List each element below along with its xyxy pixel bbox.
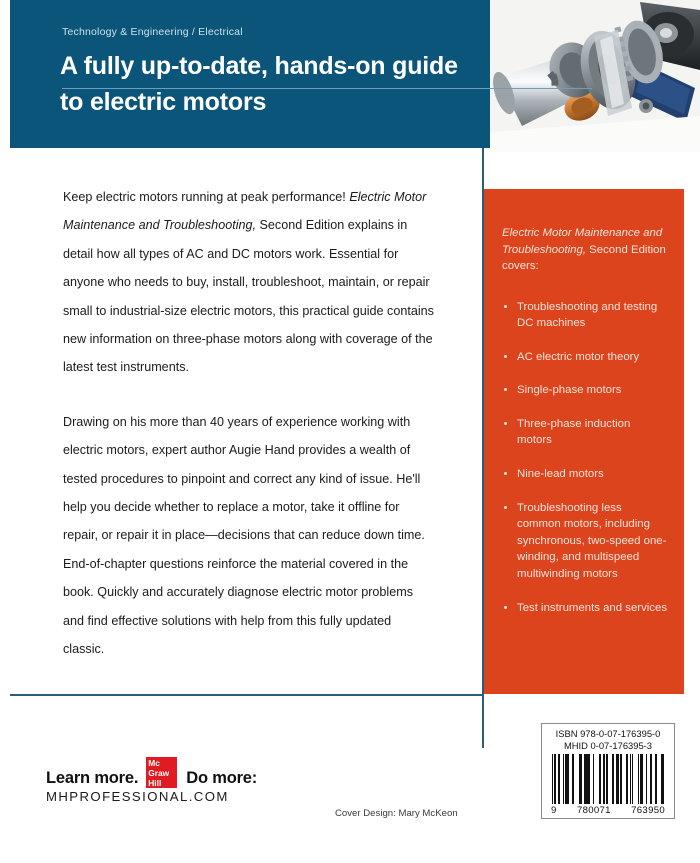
page-title bbox=[60, 48, 490, 120]
covers-panel-heading-rest: Second Edition covers: bbox=[502, 243, 666, 272]
ean-left-digits: 780071 bbox=[576, 805, 611, 816]
vertical-divider bbox=[482, 148, 484, 748]
list-item: Troubleshooting less common motors, including synchronous, two-speed one-winding, and multispeed multiwinding motors bbox=[502, 500, 668, 583]
list-item: Single-phase motors bbox=[502, 382, 668, 399]
paragraph1-post: Second Edition explains in detail how all types of AC and DC motors work. Essential for anyone who needs to buy, install, troubleshoot, maintain, or repair small to industrial-size electric motors, this practical guide contains new information on three-phase motors along with coverage of the latest test instruments. bbox=[63, 218, 434, 375]
publisher-url: MHPROFESSIONAL.COM bbox=[46, 789, 229, 804]
list-item: Three-phase induction motors bbox=[502, 416, 668, 449]
horizontal-divider bbox=[10, 694, 484, 696]
barcode-bars bbox=[552, 754, 664, 804]
covers-panel-heading-title: Electric Motor Maintenance and Troubleshooting, bbox=[502, 227, 663, 256]
category-kicker: Technology & Engineering / Electrical bbox=[62, 26, 243, 38]
learn-more-text: Learn more. bbox=[46, 769, 139, 787]
description-paragraph-2: Drawing on his more than 40 years of experience working with electric motors, expert author Augie Hand provides a wealth of tested procedures to pinpoint and correct any kind of issue. He'll help you decide whether to replace a motor, take it offline for repair, or repair it in place—decisions that can reduce down time. End-of-chapter questions reinforce the material covered in the book. Quickly and accurately diagnose electric motor problems and find effective solutions with help from this fully updated classic. bbox=[63, 414, 425, 657]
mcgraw-hill-logo bbox=[146, 757, 177, 788]
page-title-line1: A fully up-to-date, hands-on guide bbox=[60, 52, 458, 80]
logo-line-3: Hill bbox=[148, 778, 162, 788]
page-title-line2: to electric motors bbox=[60, 88, 267, 116]
list-item: Nine-lead motors bbox=[502, 466, 668, 483]
logo-line-1: Mc bbox=[148, 758, 160, 768]
mhid-text: MHID 0-07-176395-3 bbox=[563, 739, 653, 751]
do-more-text: Do more: bbox=[186, 769, 258, 787]
motor-photo bbox=[490, 0, 700, 152]
isbn-text: ISBN 978-0-07-176395-0 bbox=[555, 728, 661, 739]
covers-panel bbox=[484, 189, 684, 694]
paragraph1-pre: Keep electric motors running at peak performance! bbox=[63, 190, 350, 204]
ean-digits bbox=[551, 805, 665, 816]
covers-list bbox=[502, 299, 668, 617]
motor-photo-illustration bbox=[490, 0, 700, 152]
ean-right-digits: 763950 bbox=[631, 805, 665, 816]
list-item: Test instruments and services bbox=[502, 600, 668, 617]
logo-line-2: Graw bbox=[148, 768, 170, 778]
list-item: AC electric motor theory bbox=[502, 349, 668, 366]
list-item: Troubleshooting and testing DC machines bbox=[502, 299, 668, 332]
description-text bbox=[63, 183, 435, 690]
ean-prefix-digit: 9 bbox=[551, 805, 557, 816]
description-paragraph-1 bbox=[63, 183, 435, 382]
isbn-barcode bbox=[541, 723, 675, 819]
covers-panel-heading bbox=[502, 225, 668, 275]
book-title-italic: Electric Motor Maintenance and Troubleshooting, bbox=[63, 190, 427, 233]
cover-design-credit: Cover Design: Mary McKeon bbox=[335, 808, 458, 819]
